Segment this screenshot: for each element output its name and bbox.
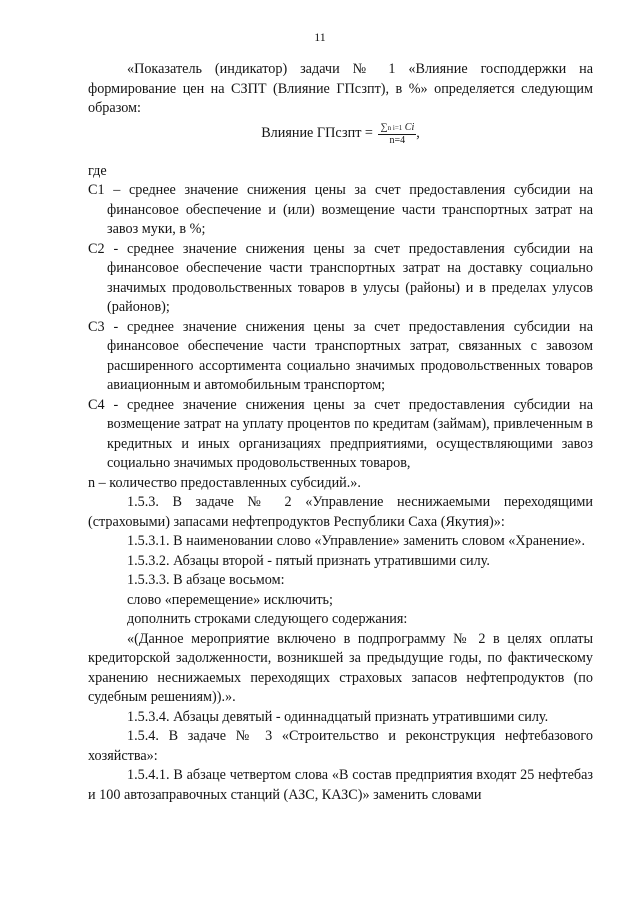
formula [88,122,593,158]
page-number: 11 [314,30,326,44]
paragraph-quoted-addition: «(Данное мероприятие включено в подпрограмму № 2 в целях оплаты кредиторской задолженности, возникшей за предыдущие годы, по фактическому хранению неснижаемых переходящих страховых запасов нефтепродуктов (по судебным решениям)).». [88,630,593,705]
definition-n: n – количество предоставленных субсидий.». [88,474,361,491]
formula-fraction [378,122,416,147]
formula-sum-limits: n i=1 [387,123,403,132]
paragraph-1-5-3-2: 1.5.3.2. Абзацы второй - пятый признать утратившими силу. [127,552,490,569]
definition-c1: С1 – среднее значение снижения цены за счет предоставления субсидии на финансовое обеспечение и (или) возмещение части транспортных затрат на завоз муки, в %; [88,182,593,237]
paragraph-1-5-4-1: 1.5.4.1. В абзаце четвертом слова «В состав предприятия входят 25 нефтебаз и 100 автозаправочных станций (АЗС, КАЗС)» заменить словами [88,767,593,803]
document-body [88,60,593,805]
formula-denominator: n=4 [389,134,406,146]
formula-numerator-var: Ci [404,121,415,133]
formula-sum-symbol: ∑ [380,121,388,133]
paragraph-1-5-3-4: 1.5.3.4. Абзацы девятый - одиннадцатый признать утратившими силу. [127,708,549,725]
definition-c2: С2 - среднее значение снижения цены за счет предоставления субсидии на финансовое обеспечение части транспортных затрат на доставку социально значимых продовольственных товаров в улусы (районы) и в пределах улусов (районов); [88,240,593,315]
paragraph-1-5-3-3: 1.5.3.3. В абзаце восьмом: [127,572,285,588]
paragraph-1-5-3: 1.5.3. В задаче № 2 «Управление неснижаемыми переходящими (страховыми) запасами нефтепродуктов Республики Саха (Якутия)»: [88,494,593,530]
where-label: где [88,162,107,179]
paragraph-exclude-word: слово «перемещение» исключить; [127,591,333,608]
formula-numerator [378,122,416,135]
intro-paragraph: «Показатель (индикатор) задачи № 1 «Влияние господдержки на формирование цен на СЗПТ (Влияние ГПсзпт), в %» определяется следующим образом: [88,61,593,116]
definition-c3: С3 - среднее значение снижения цены за счет предоставления субсидии на финансовое обеспечение части транспортных затрат, связанных с завозом расширенного ассортимента социально значимых продовольственных товаров авиационным и автомобильным транспортом; [88,318,593,393]
paragraph-add-lines: дополнить строками следующего содержания: [127,611,408,627]
definition-c4: С4 - среднее значение снижения цены за счет предоставления субсидии на возмещение затрат на уплату процентов по кредитам (займам), привлеченным в кредитных и иных организациях предприятиями, осуществляющими завоз социально значимых продовольственных товаров, [88,396,593,471]
formula-trailing: , [416,125,420,142]
paragraph-1-5-3-1: 1.5.3.1. В наименовании слово «Управление» заменить словом «Хранение». [127,533,586,549]
formula-lhs: Влияние ГПсзпт = [261,125,373,142]
paragraph-1-5-4: 1.5.4. В задаче № 3 «Строительство и реконструкция нефтебазового хозяйства»: [88,728,593,764]
